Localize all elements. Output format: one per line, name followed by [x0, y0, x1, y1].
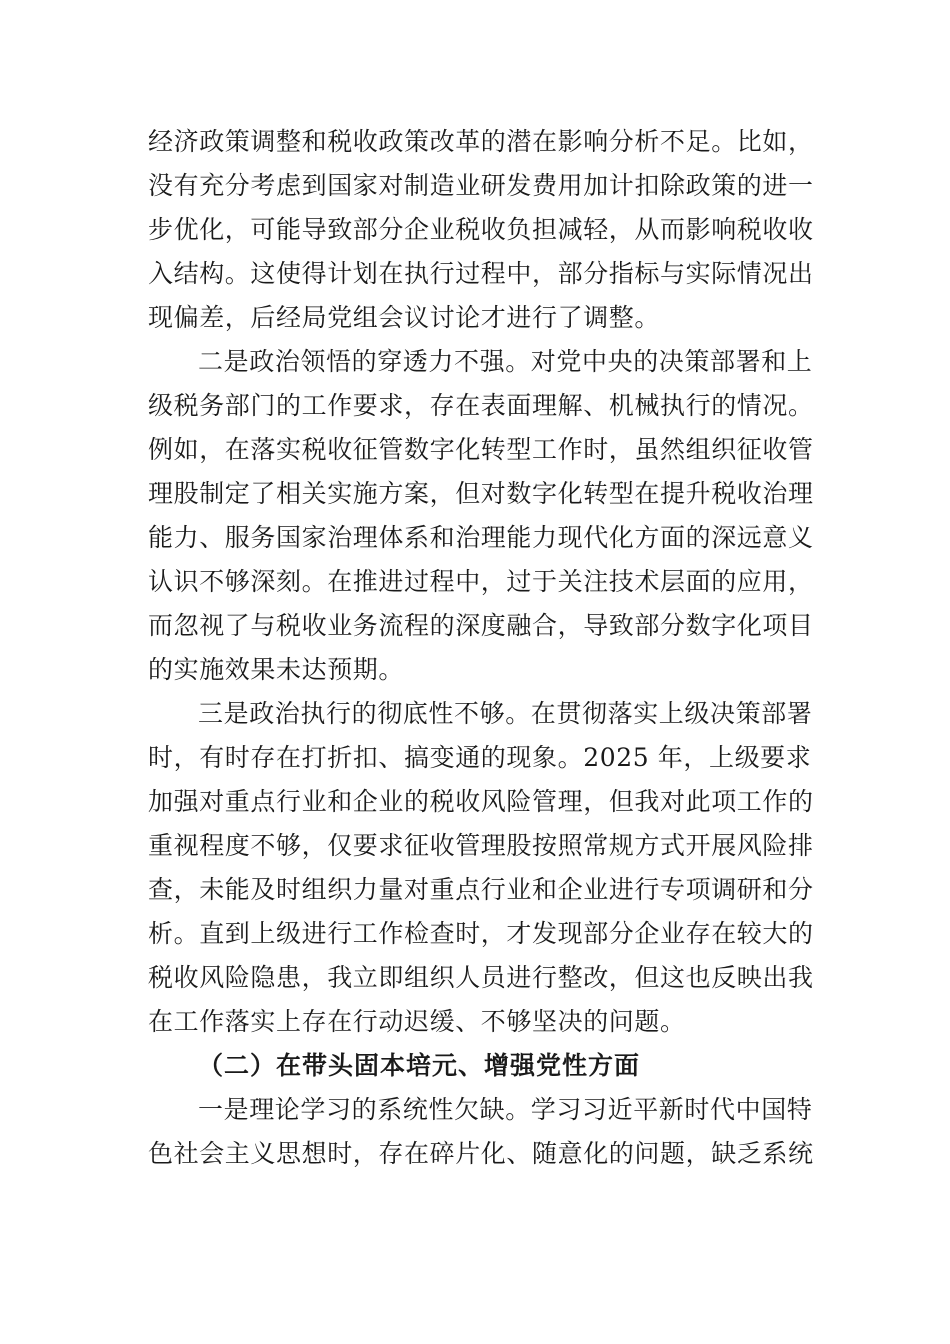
text-line: 查，未能及时组织力量对重点行业和企业进行专项调研和分: [148, 875, 814, 904]
text-line: 重视程度不够，仅要求征收管理股按照常规方式开展风险排: [148, 831, 814, 860]
text-line: 的实施效果未达预期。: [148, 655, 405, 684]
text-line: 理股制定了相关实施方案，但对数字化转型在提升税收治理: [148, 479, 814, 508]
paragraph-first-line: 二是政治领悟的穿透力不强。对党中央的决策部署和上: [198, 347, 813, 376]
text-line: 入结构。这使得计划在执行过程中，部分指标与实际情况出: [148, 259, 814, 288]
text-line: 析。直到上级进行工作检查时，才发现部分企业存在较大的: [148, 919, 814, 948]
text-line: 经济政策调整和税收政策改革的潜在影响分析不足。比如，: [148, 127, 814, 156]
text-line: 色社会主义思想时，存在碎片化、随意化的问题，缺乏系统: [148, 1139, 814, 1168]
text-line: 例如，在落实税收征管数字化转型工作时，虽然组织征收管: [148, 435, 814, 464]
section-heading: （二）在带头固本培元、增强党性方面: [198, 1051, 641, 1080]
text-line: 认识不够深刻。在推进过程中，过于关注技术层面的应用，: [148, 567, 814, 596]
text-line: 步优化，可能导致部分企业税收负担减轻，从而影响税收收: [148, 215, 814, 244]
text-line: 加强对重点行业和企业的税收风险管理，但我对此项工作的: [148, 787, 814, 816]
paragraph-first-line: 一是理论学习的系统性欠缺。学习习近平新时代中国特: [198, 1095, 813, 1124]
text-line: 现偏差，后经局党组会议讨论才进行了调整。: [148, 303, 661, 332]
text-line: 级税务部门的工作要求，存在表面理解、机械执行的情况。: [148, 391, 814, 420]
text-line: 而忽视了与税收业务流程的深度融合，导致部分数字化项目: [148, 611, 814, 640]
text-line: 税收风险隐患，我立即组织人员进行整改，但这也反映出我: [148, 963, 814, 992]
text-line: 没有充分考虑到国家对制造业研发费用加计扣除政策的进一: [148, 171, 814, 200]
paragraph-first-line: 三是政治执行的彻底性不够。在贯彻落实上级决策部署: [198, 699, 813, 728]
text-line: 时，有时存在打折扣、搞变通的现象。2025 年，上级要求: [148, 743, 812, 772]
text-line: 在工作落实上存在行动迟缓、不够坚决的问题。: [148, 1007, 686, 1036]
text-line: 能力、服务国家治理体系和治理能力现代化方面的深远意义: [148, 523, 814, 552]
